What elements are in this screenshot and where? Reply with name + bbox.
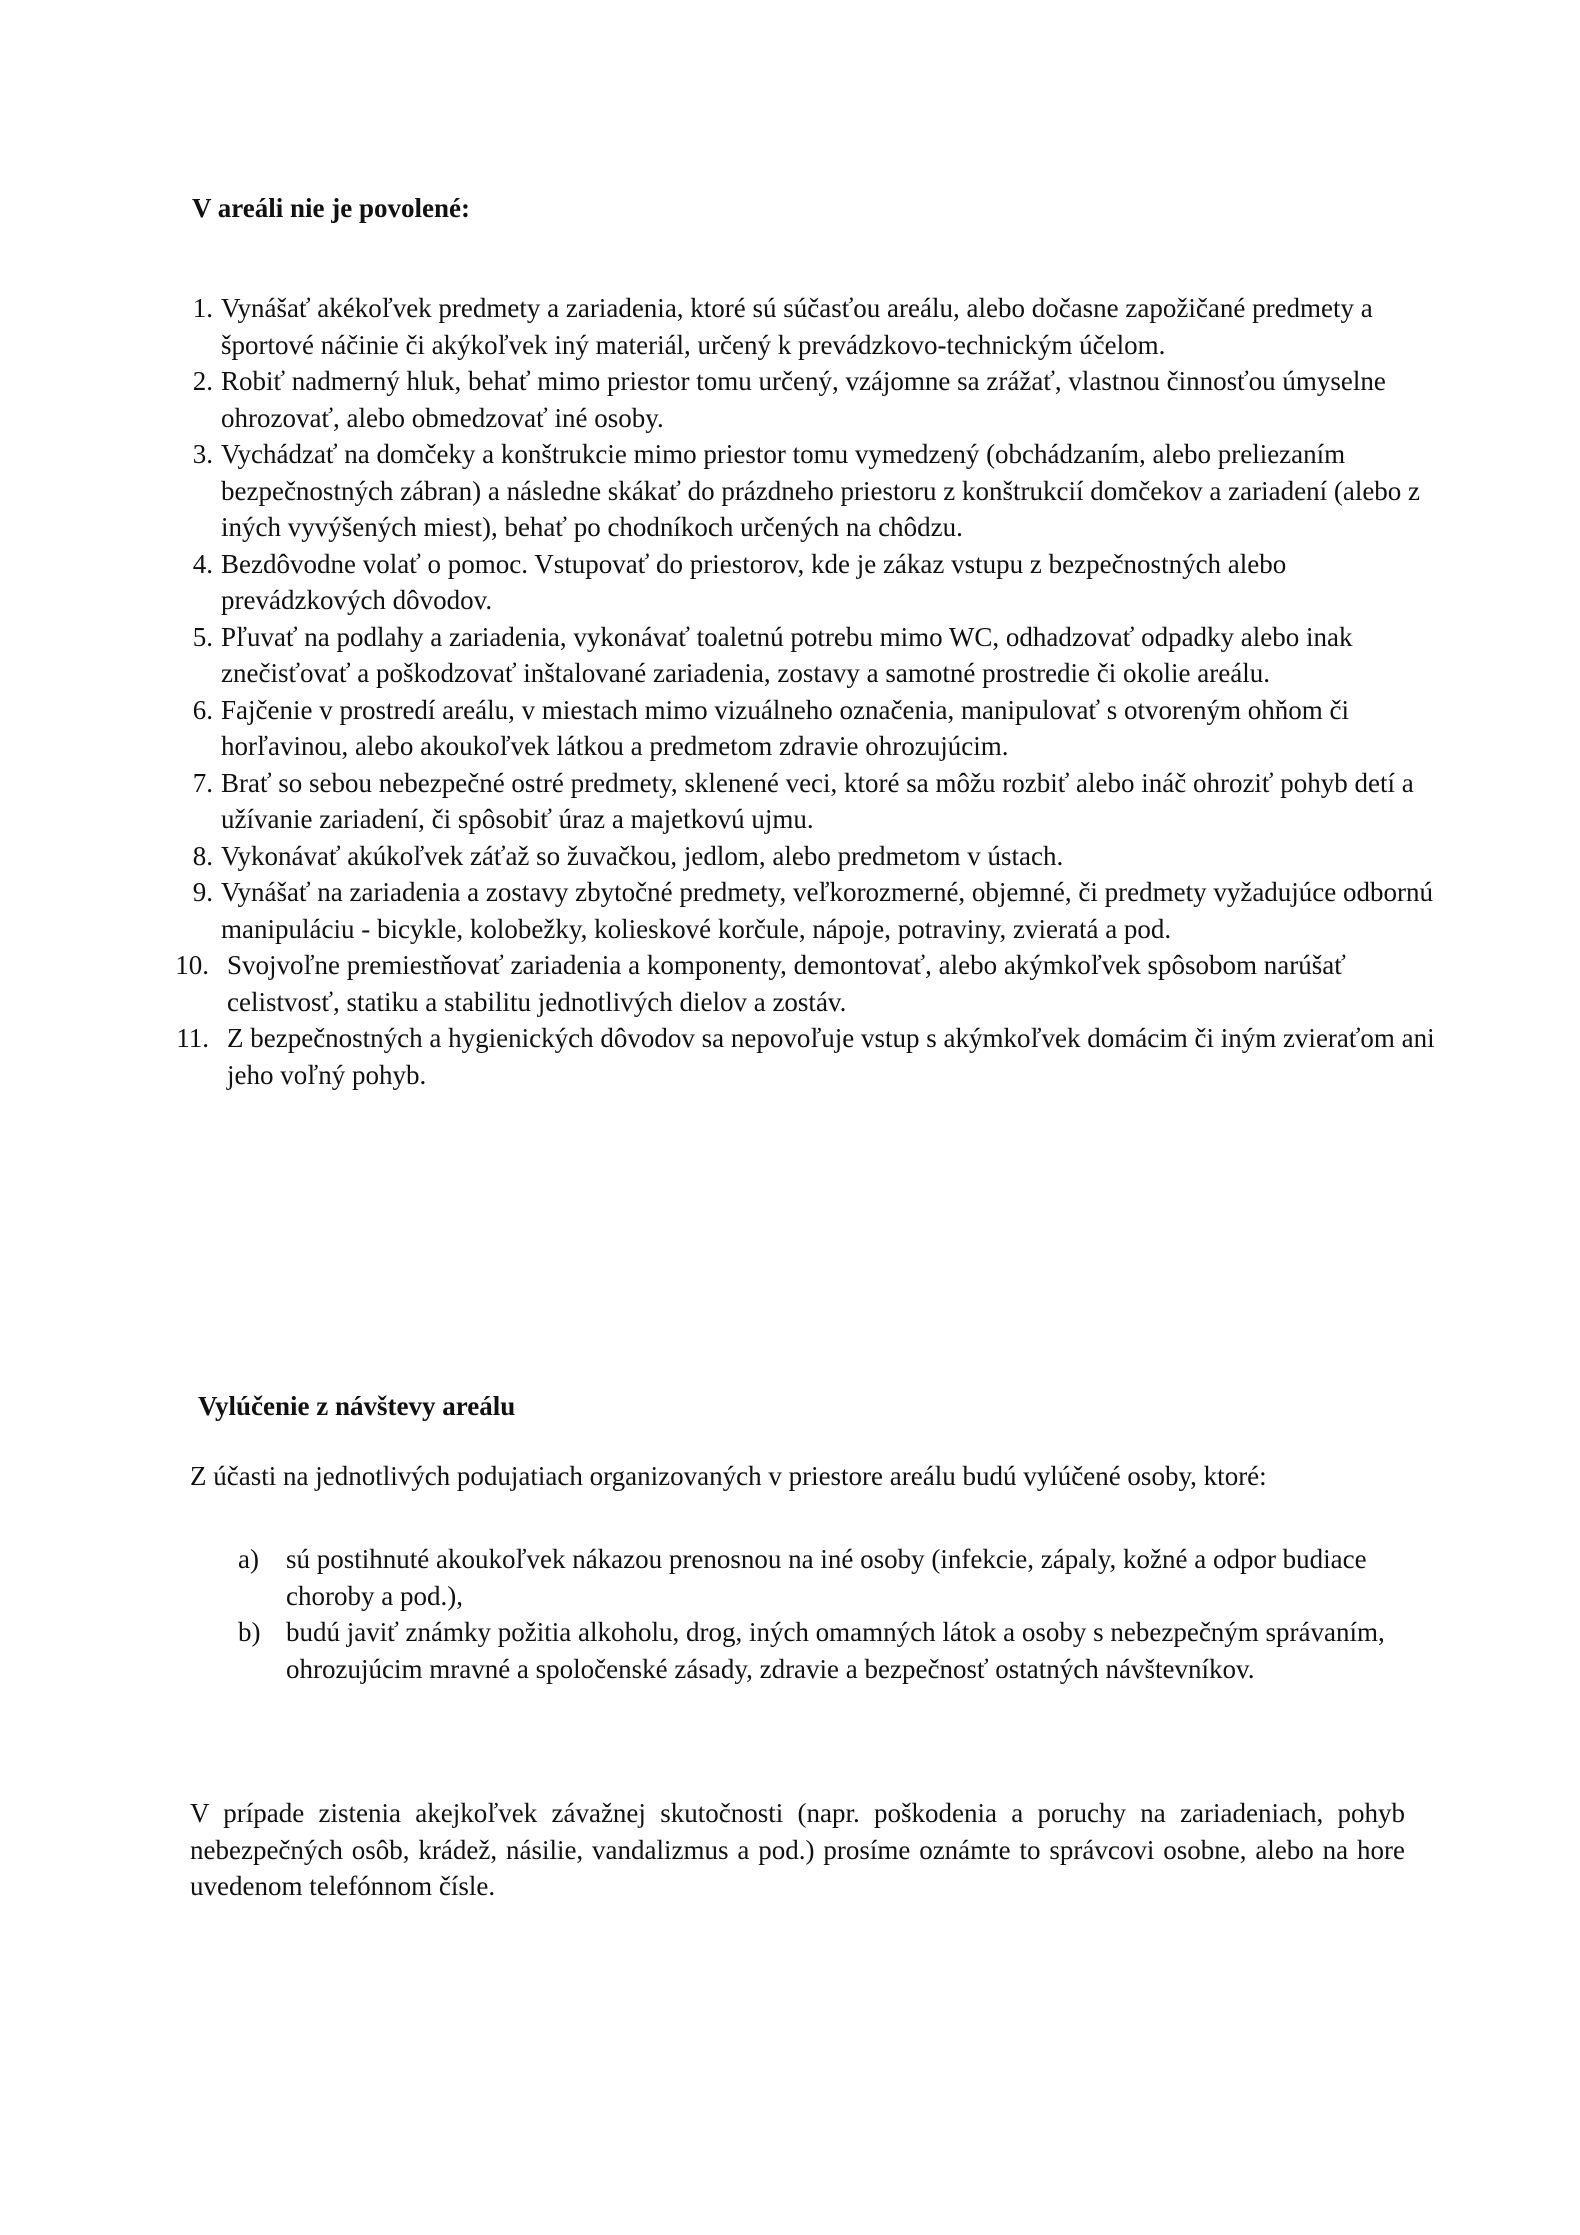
list-item	[230, 1614, 1410, 1687]
list-item	[185, 874, 1445, 947]
list-item	[185, 838, 1445, 875]
list-item-number: 9.	[192, 877, 213, 907]
list-item-number: 4.	[192, 548, 213, 579]
list-item	[185, 619, 1445, 692]
list-item-text: Vynášať na zariadenia a zostavy zbytočné predmety, veľkorozmerné, objemné, či predmety vyžadujúce odbornú manipuláciu - bicykle, kolobežky, kolieskové korčule, nápoje, potraviny, zvieratá a pod.	[221, 877, 1434, 944]
list-item-number: 1.	[192, 293, 213, 323]
list-item	[185, 765, 1445, 838]
list-item-number: 5.	[192, 621, 213, 652]
list-item-number: 3.	[192, 439, 213, 469]
list-item	[176, 1020, 1445, 1093]
list-item-text: budú javiť známky požitia alkoholu, drog, iných omamných látok a osoby s nebezpečným správaním, ohrozujúcim mravné a spoločenské zásady, zdravie a bezpečnosť ostatných návštevníkov.	[286, 1617, 1385, 1684]
list-item	[175, 947, 1445, 1020]
final-note: V prípade zistenia akejkoľvek závažnej skutočnosti (napr. poškodenia a poruchy na zariadeniach, pohyb nebezpečných osôb, krádež, násilie, vandalizmus a pod.) prosíme oznámte to správcovi osobne, alebo na hore uvedenom telefónnom čísle.	[190, 1798, 1405, 1901]
list-item	[185, 692, 1445, 765]
list-item	[230, 1541, 1410, 1614]
list-item-text: Vynášať akékoľvek predmety a zariadenia, ktoré sú súčasťou areálu, alebo dočasne zapožičané predmety a športové náčinie či akýkoľvek iný materiál, určený k prevádzkovo-technickým účelom.	[221, 293, 1373, 360]
list-item	[185, 546, 1445, 619]
list-item-number: 2.	[192, 366, 213, 396]
list-item-text: Vykonávať akúkoľvek záťaž so žuvačkou, jedlom, alebo predmetom v ústach.	[221, 840, 1064, 871]
list-item-text: Pľuvať na podlahy a zariadenia, vykonávať toaletnú potrebu mimo WC, odhadzovať odpadky alebo inak znečisťovať a poškodzovať inštalované zariadenia, zostavy a samotné prostredie či okolie areálu.	[221, 621, 1353, 688]
list-item	[185, 363, 1445, 436]
list-item	[185, 290, 1445, 363]
list-item-text: Brať so sebou nebezpečné ostré predmety, sklenené veci, ktoré sa môžu rozbiť alebo ináč ohroziť pohyb detí a užívanie zariadení, či spôsobiť úraz a majetkovú ujmu.	[221, 767, 1414, 834]
list-item-number: 7.	[192, 767, 213, 798]
list-item-number: 8.	[192, 840, 213, 871]
list-item-letter: b)	[238, 1617, 261, 1647]
list-item-text: Bezdôvodne volať o pomoc. Vstupovať do priestorov, kde je zákaz vstupu z bezpečnostných alebo prevádzkových dôvodov.	[221, 548, 1287, 615]
list-item-text: Vychádzať na domčeky a konštrukcie mimo priestor tomu vymedzený (obchádzaním, alebo preliezaním bezpečnostných zábran) a následne skákať do prázdneho priestoru z konštrukcií domčekov a zariadení (alebo z iných vyvýšených miest), behať po chodníkoch určených na chôdzu.	[221, 439, 1421, 542]
list-item-text: sú postihnuté akoukoľvek nákazou prenosnou na iné osoby (infekcie, zápaly, kožné a odpor budiace choroby a pod.),	[286, 1544, 1367, 1611]
exclusion-conditions-list	[230, 1541, 1410, 1687]
section-heading-prohibited: V areáli nie je povolené:	[192, 193, 470, 223]
list-item-text: Svojvoľne premiestňovať zariadenia a komponenty, demontovať, alebo akýmkoľvek spôsobom narúšať celistvosť, statiku a stabilitu jednotlivých dielov a zostáv.	[227, 950, 1346, 1017]
list-item-letter: a)	[238, 1544, 259, 1574]
list-item-text: Robiť nadmerný hluk, behať mimo priestor tomu určený, vzájomne sa zrážať, vlastnou činnosťou úmyselne ohrozovať, alebo obmedzovať iné osoby.	[221, 366, 1386, 433]
section-heading-exclusion: Vylúčenie z návštevy areálu	[198, 1391, 516, 1421]
list-item-number: 11.	[176, 1023, 209, 1053]
exclusion-intro: Z účasti na jednotlivých podujatiach organizovaných v priestore areálu budú vylúčené osoby, ktoré:	[190, 1461, 1267, 1491]
prohibited-list	[175, 290, 1445, 1093]
list-item-number: 10.	[175, 950, 209, 980]
list-item-text: Fajčenie v prostredí areálu, v miestach mimo vizuálneho označenia, manipulovať s otvoreným ohňom či horľavinou, alebo akoukoľvek látkou a predmetom zdravie ohrozujúcim.	[221, 694, 1349, 761]
list-item	[185, 436, 1445, 546]
list-item-text: Z bezpečnostných a hygienických dôvodov sa nepovoľuje vstup s akýmkoľvek domácim či iným zvieraťom ani jeho voľný pohyb.	[227, 1023, 1435, 1090]
list-item-number: 6.	[192, 694, 213, 725]
